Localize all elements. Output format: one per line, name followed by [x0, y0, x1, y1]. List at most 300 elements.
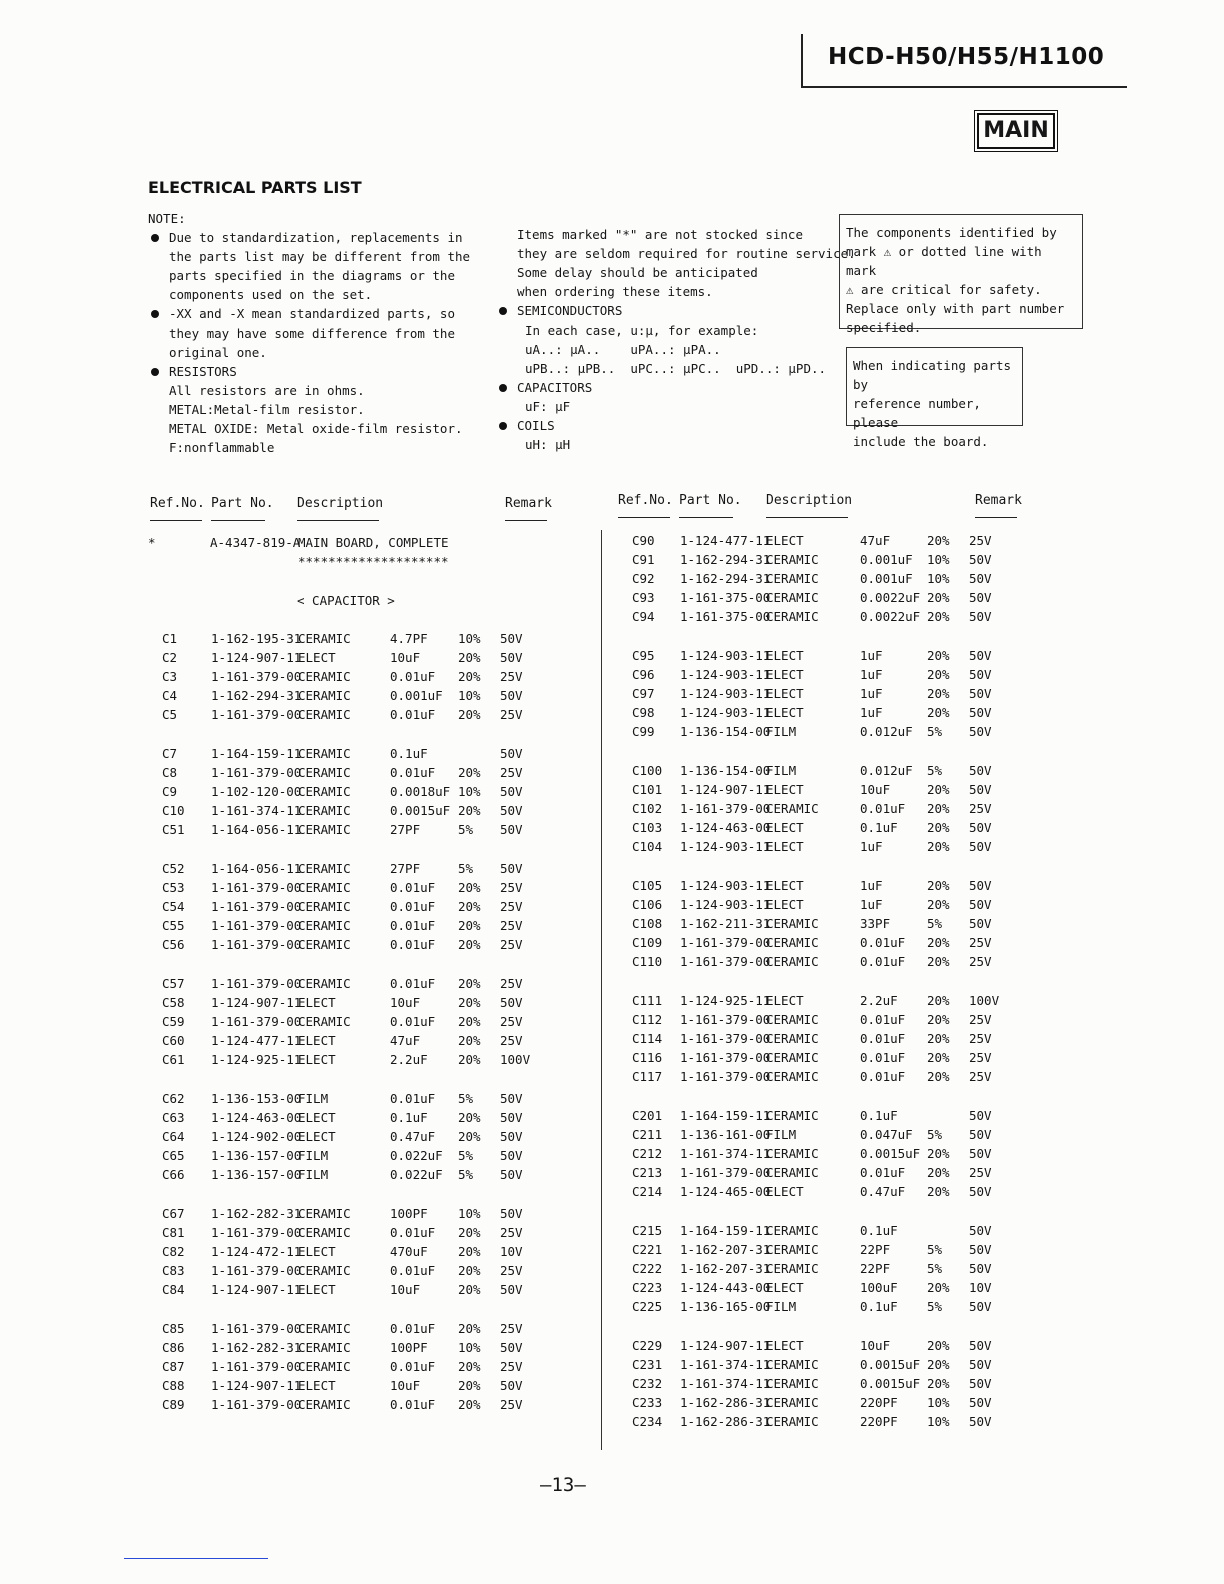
ref-no: C211	[632, 1127, 663, 1143]
value: 0.01uF	[390, 976, 436, 991]
tolerance: 20%	[458, 669, 481, 685]
part-no: 1-162-211-31	[680, 916, 771, 932]
part-no: 1-124-463-00	[211, 1110, 302, 1126]
part-no: 1-162-195-31	[211, 631, 302, 646]
parts-row	[632, 895, 1052, 914]
column-header-desc: Description	[766, 493, 853, 508]
tolerance: 20%	[927, 1357, 950, 1373]
ref-no: C87	[162, 1359, 185, 1375]
voltage: 25V	[500, 1359, 523, 1375]
parts-row	[632, 1067, 1052, 1086]
part-no: 1-124-472-11	[211, 1244, 302, 1260]
parts-row	[632, 1336, 1052, 1355]
voltage: 50V	[969, 878, 992, 893]
parts-row	[162, 801, 582, 820]
parts-row	[162, 1050, 582, 1069]
part-no: 1-124-907-11	[211, 1282, 302, 1298]
tolerance: 20%	[458, 1359, 481, 1375]
part-no: 1-161-379-00	[211, 707, 302, 723]
note-label: NOTE:	[148, 211, 186, 226]
voltage: 50V	[969, 1357, 992, 1373]
description: CERAMIC	[298, 937, 351, 953]
part-no: 1-161-379-00	[680, 1050, 771, 1066]
tolerance: 10%	[458, 784, 481, 800]
voltage: 50V	[969, 763, 992, 778]
parts-row	[632, 1048, 1052, 1067]
voltage: 50V	[969, 1242, 992, 1258]
parts-row	[162, 993, 582, 1012]
ref-no: C231	[632, 1357, 663, 1373]
tolerance: 10%	[458, 1340, 481, 1356]
part-no: 1-136-165-00	[680, 1299, 771, 1315]
ref-no: C110	[632, 954, 663, 970]
ref-no: C60	[162, 1033, 185, 1049]
part-no: 1-161-379-00	[680, 1012, 771, 1028]
notice-line: mark ⚠ or dotted line with mark	[846, 244, 1042, 278]
notice-line: The components identified by	[846, 225, 1057, 240]
tolerance: 20%	[927, 1165, 950, 1181]
ref-no: C66	[162, 1167, 185, 1183]
part-no: 1-124-925-11	[680, 993, 771, 1008]
voltage: 50V	[500, 688, 523, 704]
value: 10uF	[390, 1282, 421, 1298]
parts-row	[162, 1108, 582, 1127]
parts-row	[632, 569, 1052, 588]
tolerance: 20%	[927, 1376, 950, 1392]
description: CERAMIC	[298, 1321, 351, 1336]
bullet-icon	[151, 310, 159, 318]
parts-row	[162, 629, 582, 648]
ref-no: C65	[162, 1148, 185, 1164]
part-no: 1-162-294-31	[680, 552, 771, 568]
parts-row	[162, 1146, 582, 1165]
parts-row	[162, 705, 582, 724]
parts-row	[632, 780, 1052, 799]
ref-no: C221	[632, 1242, 663, 1258]
note-line: METAL:Metal-film resistor.	[169, 401, 365, 417]
bullet-icon	[499, 307, 507, 315]
description: CERAMIC	[766, 1395, 819, 1411]
voltage: 50V	[500, 1110, 523, 1126]
description: CERAMIC	[766, 1223, 819, 1238]
parts-row	[632, 1240, 1052, 1259]
voltage: 50V	[969, 571, 992, 587]
tolerance: 20%	[458, 1129, 481, 1145]
notice-line: include the board.	[853, 434, 989, 449]
tolerance: 20%	[458, 1225, 481, 1241]
voltage: 50V	[969, 1127, 992, 1143]
tolerance: 20%	[927, 839, 950, 855]
value: 0.0022uF	[860, 609, 921, 625]
value: 0.022uF	[390, 1148, 443, 1164]
note-line: SEMICONDUCTORS	[517, 303, 623, 319]
voltage: 25V	[969, 1069, 992, 1085]
description: CERAMIC	[298, 918, 351, 934]
ref-no: C85	[162, 1321, 185, 1336]
value: 0.01uF	[860, 954, 906, 970]
ref-no: C93	[632, 590, 655, 606]
part-no: 1-162-282-31	[211, 1340, 302, 1356]
voltage: 25V	[500, 937, 523, 953]
note-line: CAPACITORS	[517, 379, 593, 395]
parts-row	[632, 933, 1052, 952]
ref-no: C3	[162, 669, 178, 685]
ref-no: C88	[162, 1378, 185, 1394]
tolerance: 20%	[458, 976, 481, 991]
note-line: All resistors are in ohms.	[169, 382, 365, 398]
description: CERAMIC	[766, 1261, 819, 1277]
ref-no: C104	[632, 839, 663, 855]
value: 0.47uF	[390, 1129, 436, 1145]
voltage: 25V	[500, 707, 523, 723]
note-line: components used on the set.	[169, 287, 373, 303]
tolerance: 20%	[458, 1110, 481, 1126]
note-line: F:nonflammable	[169, 440, 275, 456]
parts-row	[632, 761, 1052, 780]
description: CERAMIC	[766, 1414, 819, 1430]
value: 0.01uF	[860, 801, 906, 817]
header-underline	[297, 520, 379, 521]
reference-notice-box	[846, 347, 1023, 449]
value: 0.1uF	[860, 1108, 898, 1123]
value: 0.01uF	[860, 1031, 906, 1047]
column-divider	[601, 530, 602, 1450]
voltage: 50V	[500, 746, 523, 761]
part-no: 1-161-379-00	[680, 801, 771, 817]
ref-no: C84	[162, 1282, 185, 1298]
parts-row	[632, 703, 1052, 722]
description: ELECT	[298, 1052, 336, 1068]
part-no: 1-164-159-11	[680, 1223, 771, 1238]
value: 33PF	[860, 916, 891, 932]
note-line: COILS	[517, 418, 555, 433]
title-divider-vertical	[801, 34, 803, 88]
tolerance: 20%	[458, 899, 481, 915]
description: CERAMIC	[298, 1225, 351, 1241]
description: CERAMIC	[298, 631, 351, 646]
voltage: 50V	[500, 650, 523, 666]
value: 0.0022uF	[860, 590, 921, 606]
voltage: 50V	[969, 1395, 992, 1411]
parts-row	[162, 648, 582, 667]
voltage: 25V	[500, 918, 523, 934]
tolerance: 10%	[458, 688, 481, 704]
header-underline	[679, 517, 733, 518]
ref-no: C9	[162, 784, 178, 800]
ref-no: C222	[632, 1261, 663, 1277]
part-no: 1-161-379-00	[680, 954, 771, 970]
value: 1uF	[860, 667, 883, 683]
voltage: 25V	[969, 1031, 992, 1047]
ref-no: C2	[162, 650, 178, 666]
parts-row	[632, 1259, 1052, 1278]
voltage: 50V	[969, 1223, 992, 1238]
tolerance: 20%	[458, 1263, 481, 1279]
note-line: Items marked "*" are not stocked since	[517, 227, 803, 242]
ref-no: C92	[632, 571, 655, 587]
ref-no: C96	[632, 667, 655, 683]
part-no: 1-164-159-11	[211, 746, 302, 761]
part-no: 1-161-375-00	[680, 590, 771, 606]
tolerance: 20%	[927, 705, 950, 721]
ref-no: C58	[162, 995, 185, 1011]
value: 0.01uF	[390, 1263, 436, 1279]
value: 0.01uF	[390, 1359, 436, 1375]
part-no: 1-161-379-00	[211, 1321, 302, 1336]
value: 0.01uF	[390, 1091, 436, 1106]
description: CERAMIC	[766, 552, 819, 568]
tolerance: 20%	[458, 1244, 481, 1260]
ref-no: C51	[162, 822, 185, 838]
tolerance: 20%	[927, 935, 950, 951]
note-line: Some delay should be anticipated	[517, 265, 758, 281]
tolerance: 5%	[927, 1299, 943, 1315]
notice-line: Replace only with part number	[846, 301, 1065, 316]
parts-row	[632, 607, 1052, 626]
ref-no: C215	[632, 1223, 663, 1238]
description: CERAMIC	[298, 1206, 351, 1221]
column-header-ref: Ref.No.	[150, 496, 205, 511]
parts-row	[162, 916, 582, 935]
parts-row	[162, 1223, 582, 1242]
parts-row	[162, 1127, 582, 1146]
value: 0.012uF	[860, 763, 913, 778]
tolerance: 5%	[927, 1242, 943, 1258]
part-no: 1-161-379-00	[211, 1225, 302, 1241]
voltage: 25V	[969, 1165, 992, 1181]
tolerance: 20%	[927, 1184, 950, 1200]
tolerance: 20%	[927, 1050, 950, 1066]
ref-no: C99	[632, 724, 655, 740]
ref-no: C223	[632, 1280, 663, 1296]
voltage: 50V	[969, 916, 992, 932]
description: CERAMIC	[766, 1012, 819, 1028]
header-underline	[505, 520, 547, 521]
value: 27PF	[390, 861, 421, 876]
board-description: MAIN BOARD, COMPLETE	[298, 535, 449, 550]
voltage: 50V	[969, 667, 992, 683]
description: FILM	[766, 724, 797, 740]
ref-no: C214	[632, 1184, 663, 1200]
parts-row	[632, 914, 1052, 933]
notice-line: specified.	[846, 320, 922, 335]
tolerance: 20%	[458, 803, 481, 819]
ref-no: C53	[162, 880, 185, 896]
voltage: 50V	[500, 631, 523, 646]
parts-row	[162, 667, 582, 686]
value: 2.2uF	[860, 993, 898, 1008]
tolerance: 20%	[458, 1378, 481, 1394]
part-no: 1-161-374-11	[680, 1146, 771, 1162]
voltage: 25V	[500, 1014, 523, 1030]
column-header-part: Part No.	[679, 493, 742, 508]
description: CERAMIC	[766, 1108, 819, 1123]
parts-row	[162, 1204, 582, 1223]
parts-row	[162, 878, 582, 897]
value: 10uF	[390, 650, 421, 666]
description: CERAMIC	[766, 935, 819, 951]
description: CERAMIC	[298, 1014, 351, 1030]
board-part-number: A-4347-819-A	[210, 535, 301, 550]
parts-row	[162, 1338, 582, 1357]
part-no: 1-162-207-31	[680, 1261, 771, 1277]
voltage: 50V	[500, 1206, 523, 1221]
value: 1uF	[860, 648, 883, 663]
tolerance: 20%	[458, 918, 481, 934]
voltage: 50V	[969, 820, 992, 836]
part-no: 1-124-925-11	[211, 1052, 302, 1068]
value: 0.01uF	[390, 1397, 436, 1413]
part-no: 1-161-379-00	[211, 669, 302, 685]
part-no: 1-136-157-00	[211, 1148, 302, 1164]
parts-row	[162, 897, 582, 916]
voltage: 50V	[969, 1376, 992, 1392]
description: ELECT	[766, 705, 804, 721]
value: 0.01uF	[390, 707, 436, 723]
bullet-icon	[151, 234, 159, 242]
voltage: 50V	[500, 1282, 523, 1298]
value: 22PF	[860, 1261, 891, 1277]
voltage: 25V	[500, 899, 523, 915]
tolerance: 20%	[927, 667, 950, 683]
note-line: uF: μF	[525, 398, 571, 414]
description: ELECT	[766, 1338, 804, 1353]
ref-no: C117	[632, 1069, 663, 1085]
description: CERAMIC	[298, 1397, 351, 1413]
parts-row	[162, 686, 582, 705]
description: CERAMIC	[298, 688, 351, 704]
note-line: they may have some difference from the	[169, 325, 455, 341]
voltage: 50V	[500, 822, 523, 838]
ref-no: C57	[162, 976, 185, 991]
part-no: 1-164-159-11	[680, 1108, 771, 1123]
parts-row	[162, 1242, 582, 1261]
voltage: 25V	[969, 1012, 992, 1028]
note-line: uPB..: μPB.. uPC..: μPC.. uPD..: μPD..	[525, 360, 827, 376]
tolerance: 20%	[458, 1033, 481, 1049]
ref-no: C62	[162, 1091, 185, 1106]
column-header-remark: Remark	[975, 493, 1022, 508]
ref-no: C1	[162, 631, 178, 646]
value: 0.01uF	[860, 1165, 906, 1181]
notice-line: When indicating parts by	[853, 358, 1012, 392]
description: CERAMIC	[766, 1357, 819, 1373]
voltage: 50V	[969, 648, 992, 663]
value: 0.001uF	[860, 552, 913, 568]
tolerance: 5%	[458, 1148, 474, 1164]
ref-no: C54	[162, 899, 185, 915]
parts-row	[162, 935, 582, 954]
part-no: 1-161-375-00	[680, 609, 771, 625]
value: 1uF	[860, 897, 883, 913]
part-no: 1-161-374-11	[211, 803, 302, 819]
voltage: 100V	[500, 1052, 531, 1068]
description: CERAMIC	[298, 707, 351, 723]
voltage: 50V	[500, 1167, 523, 1183]
value: 0.01uF	[390, 669, 436, 685]
part-no: 1-124-902-00	[211, 1129, 302, 1145]
part-no: 1-161-379-00	[211, 880, 302, 896]
parts-row	[162, 859, 582, 878]
group-heading-text: < CAPACITOR >	[297, 593, 395, 608]
voltage: 50V	[500, 995, 523, 1011]
voltage: 50V	[969, 724, 992, 740]
voltage: 25V	[500, 765, 523, 781]
voltage: 50V	[500, 1148, 523, 1164]
description: CERAMIC	[766, 1242, 819, 1258]
value: 47uF	[390, 1033, 421, 1049]
page-number: —13—	[540, 1474, 586, 1496]
tolerance: 5%	[458, 861, 474, 876]
parts-row	[162, 1395, 582, 1414]
parts-row	[632, 1182, 1052, 1201]
ref-no: C86	[162, 1340, 185, 1356]
value: 220PF	[860, 1395, 898, 1411]
ref-no: C225	[632, 1299, 663, 1315]
value: 0.1uF	[390, 746, 428, 761]
tolerance: 5%	[927, 763, 943, 778]
description: CERAMIC	[766, 1050, 819, 1066]
ref-no: C59	[162, 1014, 185, 1030]
parts-row	[632, 588, 1052, 607]
tolerance: 20%	[458, 1282, 481, 1298]
tolerance: 20%	[927, 590, 950, 606]
description: ELECT	[766, 533, 804, 548]
parts-row	[632, 876, 1052, 895]
tolerance: 20%	[927, 1069, 950, 1085]
tolerance: 10%	[927, 1414, 950, 1430]
note-line: RESISTORS	[169, 363, 237, 379]
value: 0.01uF	[390, 1321, 436, 1336]
voltage: 50V	[969, 897, 992, 913]
ref-no: C98	[632, 705, 655, 721]
description: FILM	[766, 763, 797, 778]
value: 100PF	[390, 1206, 428, 1221]
voltage: 25V	[500, 1225, 523, 1241]
tolerance: 20%	[927, 782, 950, 798]
description: CERAMIC	[298, 822, 351, 838]
value: 0.1uF	[860, 1299, 898, 1315]
ref-no: C90	[632, 533, 655, 548]
part-no: 1-161-379-00	[211, 976, 302, 991]
voltage: 50V	[500, 784, 523, 800]
part-no: 1-124-903-11	[680, 648, 771, 663]
value: 100uF	[860, 1280, 898, 1296]
bottom-rule	[124, 1558, 268, 1559]
tolerance: 20%	[927, 1012, 950, 1028]
parts-row	[632, 1355, 1052, 1374]
tolerance: 10%	[927, 552, 950, 568]
voltage: 50V	[500, 803, 523, 819]
ref-no: C91	[632, 552, 655, 568]
value: 1uF	[860, 878, 883, 893]
tolerance: 20%	[927, 1338, 950, 1353]
value: 0.0018uF	[390, 784, 451, 800]
note-line: original one.	[169, 344, 267, 360]
description: CERAMIC	[766, 609, 819, 625]
description: FILM	[298, 1091, 329, 1106]
part-no: 1-124-907-11	[680, 782, 771, 798]
board-badge: MAIN	[977, 113, 1055, 149]
tolerance: 20%	[458, 1052, 481, 1068]
notice-line: ⚠ are critical for safety.	[846, 282, 1042, 297]
ref-no: C83	[162, 1263, 185, 1279]
tolerance: 20%	[927, 648, 950, 663]
value: 0.0015uF	[860, 1146, 921, 1162]
tolerance: 20%	[927, 1031, 950, 1047]
tolerance: 20%	[458, 995, 481, 1011]
tolerance: 20%	[458, 707, 481, 723]
